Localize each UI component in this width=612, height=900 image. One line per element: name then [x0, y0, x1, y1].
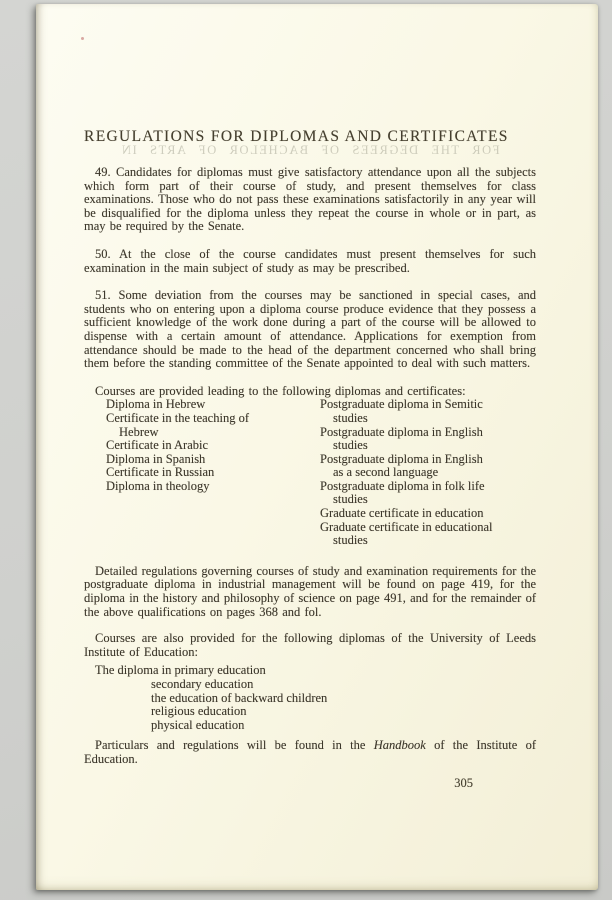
list-item: Postgraduate diploma in English	[320, 424, 483, 439]
list-item-continuation: as a second language	[333, 465, 439, 480]
courses-also-paragraph: Courses are also provided for the following diplomas of the University of Leeds Institute of Education:	[84, 631, 536, 659]
paragraph-50: 50. At the close of the course candidates must present themselves for such examination in the main subject of study as may be prescribed.	[84, 246, 536, 275]
list-item: Certificate in Arabic	[106, 438, 209, 453]
handbook-italic-word: Handbook	[373, 738, 426, 753]
list-item: Certificate in Russian	[106, 465, 215, 480]
list-item: secondary education	[151, 677, 254, 691]
list-item-continuation: studies	[333, 533, 368, 548]
list-item: Diploma in Hebrew	[106, 397, 206, 412]
paragraph-51: 51. Some deviation from the courses may be sanctioned in special cases, and students who on entering upon a diploma course produce evidence that they possess a sufficient knowledge of the work done during a part of the course will be allowed to dispense with a certain amount of attendance. Applications for exemption from attendance should be made to the head of the department concerned who shall bring them before the standing committee of the Senate appointed to deal with such matters.	[84, 288, 536, 371]
courses-intro-line: Courses are provided leading to the following diplomas and certificates:	[95, 383, 466, 398]
list-item: Postgraduate diploma in English	[320, 451, 483, 466]
certificates-column-left	[84, 398, 320, 548]
list-item: Postgraduate diploma in Semitic	[320, 397, 483, 412]
list-item: religious education	[151, 704, 247, 719]
list-item: Diploma in theology	[106, 478, 210, 493]
list-item-continuation: studies	[333, 410, 368, 425]
particulars-paragraph	[84, 739, 536, 766]
certificates-column-right	[320, 398, 536, 548]
paper-speck	[81, 37, 84, 40]
list-item: Diploma in Spanish	[106, 451, 206, 466]
particulars-text-after: of the Institute of Education.	[84, 738, 536, 766]
detailed-regulations-paragraph: Detailed regulations governing courses of study and examination requirements for the postgraduate diploma in industrial management will be found on page 419, for the diploma in the history and philosophy of science on page 491, and for the remainder of the above qualifications on pages 368 and fol.	[84, 563, 536, 619]
page-title: REGULATIONS FOR DIPLOMAS AND CERTIFICATES	[84, 128, 509, 145]
list-item-continuation: studies	[333, 438, 368, 453]
list-item: physical education	[151, 717, 245, 732]
list-item: the education of backward children	[151, 690, 328, 705]
list-item-continuation: Hebrew	[119, 424, 159, 439]
list-item: Postgraduate diploma in folk life	[320, 478, 485, 493]
particulars-text-before: Particulars and regulations will be found in the	[95, 738, 374, 753]
list-item-continuation: studies	[333, 492, 368, 507]
paragraph-49: 49. Candidates for diplomas must give satisfactory attendance upon all the subjects which form part of their course of study, and present themselves for class examinations. Those who do not pass these examinations satisfactorily in any year will be disqualified for the diploma unless they repeat the course in whole or in part, as may be required by the Senate.	[84, 165, 536, 234]
list-item: Graduate certificate in education	[320, 506, 484, 521]
certificates-two-column-list	[84, 398, 536, 548]
list-item: Graduate certificate in educational	[320, 519, 493, 534]
book-page	[36, 4, 598, 890]
list-item: Certificate in the teaching of	[106, 410, 249, 425]
page-number: 305	[454, 775, 473, 790]
leeds-diplomas-list	[84, 664, 536, 732]
list-item: The diploma in primary education	[95, 663, 266, 678]
showthrough-ghost-text: FOR THE DEGREES OF BACHELOR OF ARTS IN	[120, 143, 500, 157]
